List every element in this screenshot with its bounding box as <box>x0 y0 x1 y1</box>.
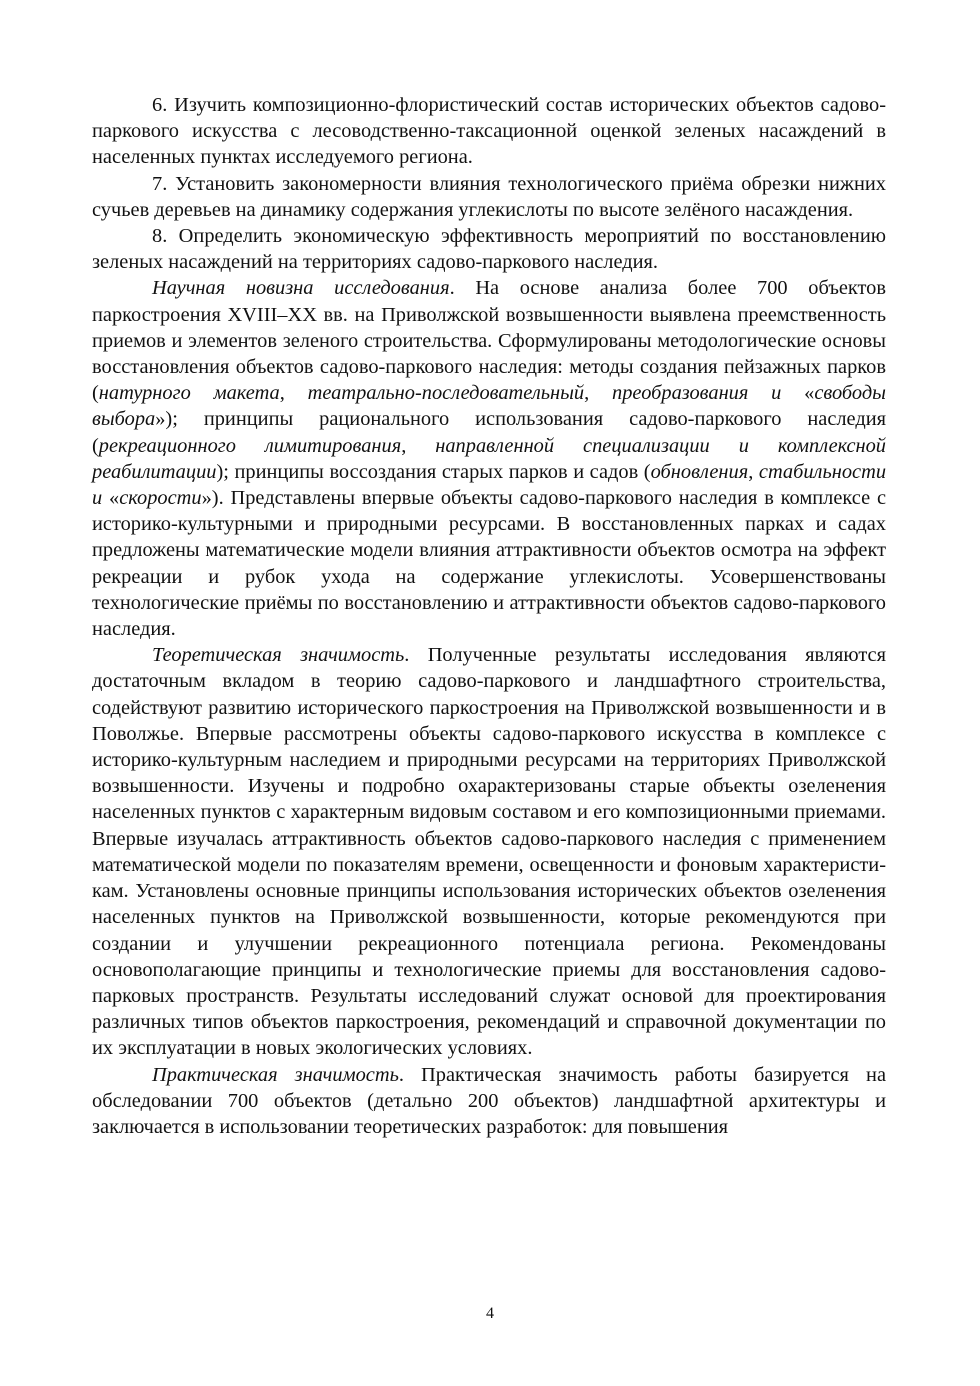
theory-text: . Полученные результаты исследования являются достаточным вкладом в теорию садово-паркового и ландшафтного строительства, содействуют развитию исторического паркостроения на Приволжской возвышенности и в Поволжье. Впервые рассмотрены объекты садово-паркового искусства в комплексе с историко-культурным наследием и природными ресурсами на территориях Приволжской возвышенности. Изучены и подробно охарактеризованы старые объекты озеленения населенных пунктов с характерным видовым составом и его композиционными приемами. Впервые изучалась аттрактивность объектов садово-паркового наследия с применением математической модели по показателям времени, освещенности и фоновым характеристикам. Установлены основные принципы использования исторических объектов озеленения населенных пунктов на Приволжской возвышенности, которые рекомендуются при создании и улучшении рекреационного потенциала региона. Рекомендованы основополагающие принципы и технологические приемы для восстановления садово-парковых пространств. Результаты исследований служат основой для проектирования различных типов объектов паркостроения, рекомендаций и справочной документации по их эксплуатации в новых экологических условиях. <box>92 644 886 1060</box>
novelty-term-9: стабильности и <box>92 460 887 510</box>
novelty-heading: Научная новизна исследования <box>152 277 450 300</box>
novelty-text-5: « <box>781 382 815 405</box>
novelty-text-10: « <box>102 487 120 510</box>
page-number: 4 <box>486 1305 494 1322</box>
paragraph-task-6: 6. Изучить композиционно-флористический состав исторических объектов садово-паркового искусства с лесоводственно-таксационной оценкой зеленых насаждений в населенных пунктах исследуемого региона. <box>92 94 886 169</box>
novelty-term-2: театрально-последовательный <box>307 382 585 405</box>
theory-heading: Теоретическая значимость <box>152 644 405 667</box>
novelty-term-8: обновления <box>650 460 749 483</box>
novelty-text-11: »). Представлены впервые объекты садово-паркового наследия в комплексе с историко-культурными и природными ресурсами. В восстановленных парках и садах предложены математические модели влияния аттрактивности объектов осмотра на эффект рекреации и рубок ухода на содержание углекислоты. Усовершенствованы технологические приёмы по восстановлению и аттрактивности объектов садово-паркового наследия. <box>92 487 886 641</box>
novelty-term-5: свободы выбора <box>92 382 886 431</box>
paragraph-task-8: 8. Определить экономическую эффективность мероприятий по восстановлению зеленых насаждений на территориях садово-паркового наследия. <box>92 225 886 274</box>
novelty-text-8: ); принципы воссоздания старых парков и садов ( <box>216 460 651 483</box>
novelty-text-9: , <box>748 460 759 483</box>
paragraph-scientific-novelty <box>92 275 886 642</box>
paragraph-theoretical-significance <box>92 642 886 1061</box>
novelty-text-2: , <box>279 382 308 405</box>
novelty-text-1: . На основе анализа более 700 объектов паркостроения XVIII–XX вв. на Приволжской возвышенности выявлена преемственность приемов и элементов зеленого строительства. Сформулированы методологические основы восстановления объектов садово-паркового наследия: методы создания пейзажных парков ( <box>92 277 887 405</box>
novelty-term-3: преобразования <box>612 382 749 405</box>
page-body <box>92 92 886 1140</box>
novelty-text-3: , <box>584 382 613 405</box>
novelty-term-6: рекреационного лимитирования <box>98 434 402 457</box>
novelty-text-7: , <box>401 434 436 457</box>
novelty-term-7: направленной специализации и комплексной реабилитации <box>92 434 886 483</box>
paragraph-practical-significance <box>92 1062 886 1141</box>
novelty-term-10: скорости <box>119 487 202 510</box>
novelty-term-1: натурного макета <box>98 382 280 405</box>
novelty-text-6: »); принципы рационального использования садово-паркового наследия ( <box>92 408 886 457</box>
practice-text: . Практическая значимость работы базируется на обследовании 700 объектов (детально 200 объектов) ландшафтной архитектуры и заключается в использовании теоретических разработок: для повышения <box>92 1063 886 1138</box>
practice-heading: Практическая значимость <box>152 1063 399 1086</box>
novelty-term-4: и <box>771 382 782 405</box>
novelty-text-4 <box>748 382 771 404</box>
paragraph-task-7: 7. Установить закономерности влияния технологического приёма обрезки нижних сучьев деревьев на динамику содержания углекислоты по высоте зелёного насаждения. <box>92 172 886 221</box>
